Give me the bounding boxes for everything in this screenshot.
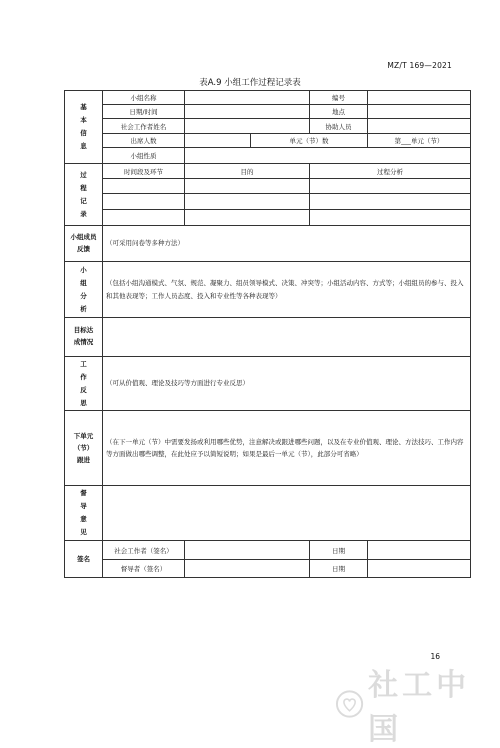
row-supervision xyxy=(65,486,471,541)
section-work-reflection: 工作反思 xyxy=(65,357,103,411)
section-group-analysis: 小组分析 xyxy=(65,262,103,318)
hint-reflection: （可从价值观、理论及技巧等方面进行专业反思） xyxy=(106,379,249,388)
row-datetime xyxy=(65,105,471,119)
hint-analysis: （包括小组沟通模式、气氛、规范、凝聚力、组员领导模式、决策、冲突等；小组活动内容、方式等；小组组员的参与、投入和其他表现等；工作人员态度、投入和专业性等各种表现等） xyxy=(106,279,464,300)
row-process-2 xyxy=(65,194,471,210)
field-assistant[interactable] xyxy=(368,119,471,134)
label-assistant: 协助人员 xyxy=(310,119,368,134)
field-work-reflection[interactable] xyxy=(103,357,471,411)
row-reflection xyxy=(65,357,471,411)
field-next-unit-followup[interactable] xyxy=(103,411,471,486)
heart-hands-icon xyxy=(335,689,364,719)
field-worker-name[interactable] xyxy=(185,119,310,134)
header-time-segment: 时间段及环节 xyxy=(103,164,185,179)
row-attendance xyxy=(65,134,471,148)
label-datetime: 日期/时间 xyxy=(103,105,185,119)
field-datetime[interactable] xyxy=(185,105,310,119)
hint-feedback: （可采用问卷等多种方法） xyxy=(106,239,184,248)
label-worker-signature: 社会工作者（签名） xyxy=(103,541,185,560)
standard-code: MZ/T 169—2021 xyxy=(387,61,452,70)
row-analysis xyxy=(65,262,471,318)
page-number: 16 xyxy=(430,652,440,661)
row-process-1 xyxy=(65,179,471,194)
field-member-feedback[interactable] xyxy=(103,226,471,262)
field-supervision-opinion[interactable] xyxy=(103,486,471,541)
label-worker-name: 社会工作者姓名 xyxy=(103,119,185,134)
label-number: 编号 xyxy=(310,91,368,105)
field-attendance[interactable] xyxy=(185,134,251,148)
row-nature xyxy=(65,148,471,164)
header-process-analysis: 过程分析 xyxy=(310,164,471,179)
label-unit-count: 单元（节）数 xyxy=(251,134,368,148)
field-supervisor-signature[interactable] xyxy=(185,560,310,578)
cell-process-time[interactable] xyxy=(103,194,185,210)
cell-process-analysis[interactable] xyxy=(310,194,471,210)
hint-next-unit: （在下一单元（节）中需要发扬或利用哪些优势，注意解决或跟进哪些问题，以及在专业价值观、理论、方法技巧、工作内容等方面做出哪些调整，在此处应予以简短说明；如果是最后一单元（节），此部分可省略） xyxy=(106,437,464,458)
table-title: 表A.9 小组工作过程记录表 xyxy=(199,78,301,88)
field-supervisor-date[interactable] xyxy=(368,560,471,578)
row-worker-signature xyxy=(65,541,471,560)
row-feedback xyxy=(65,226,471,262)
cell-process-analysis[interactable] xyxy=(310,179,471,194)
label-worker-date: 日期 xyxy=(310,541,368,560)
section-member-feedback: 小组成员反馈 xyxy=(65,226,103,262)
field-goal-achievement[interactable] xyxy=(103,318,471,357)
cell-process-goal[interactable] xyxy=(185,179,310,194)
field-unit-index[interactable]: 第___单元（节） xyxy=(368,134,471,148)
label-nature: 小组性质 xyxy=(103,148,185,164)
section-signature: 签名 xyxy=(65,541,103,578)
row-worker-name xyxy=(65,119,471,134)
field-worker-signature[interactable] xyxy=(185,541,310,560)
label-location: 地点 xyxy=(310,105,368,119)
row-group-name xyxy=(65,91,471,105)
row-next-unit xyxy=(65,411,471,486)
field-group-name[interactable] xyxy=(185,91,310,105)
section-goal-achievement: 目标达成情况 xyxy=(65,318,103,357)
label-attendance: 出席人数 xyxy=(103,134,185,148)
label-group-name: 小组名称 xyxy=(103,91,185,105)
section-supervision-opinion: 督导意见 xyxy=(65,486,103,541)
row-process-3 xyxy=(65,210,471,226)
section-basic-info: 基本信息 xyxy=(65,91,103,164)
row-goal-achievement xyxy=(65,318,471,357)
field-number[interactable] xyxy=(368,91,471,105)
field-location[interactable] xyxy=(368,105,471,119)
label-supervisor-date: 日期 xyxy=(310,560,368,578)
group-work-process-record-table xyxy=(64,90,471,578)
label-supervisor-signature: 督导者（签名） xyxy=(103,560,185,578)
section-process-record: 过程记录 xyxy=(65,164,103,226)
field-group-analysis[interactable] xyxy=(103,262,471,318)
watermark-text: 社工中国 xyxy=(368,668,471,747)
cell-process-time[interactable] xyxy=(103,210,185,226)
cell-process-goal[interactable] xyxy=(185,210,310,226)
header-goal: 目的 xyxy=(185,164,310,179)
cell-process-goal[interactable] xyxy=(185,194,310,210)
row-process-header xyxy=(65,164,471,179)
row-supervisor-signature xyxy=(65,560,471,578)
field-worker-date[interactable] xyxy=(368,541,471,560)
field-nature[interactable] xyxy=(185,148,471,164)
section-next-unit-followup: 下单元（节）跟进 xyxy=(65,411,103,486)
cell-process-time[interactable] xyxy=(103,179,185,194)
watermark-logo xyxy=(335,660,500,748)
cell-process-analysis[interactable] xyxy=(310,210,471,226)
